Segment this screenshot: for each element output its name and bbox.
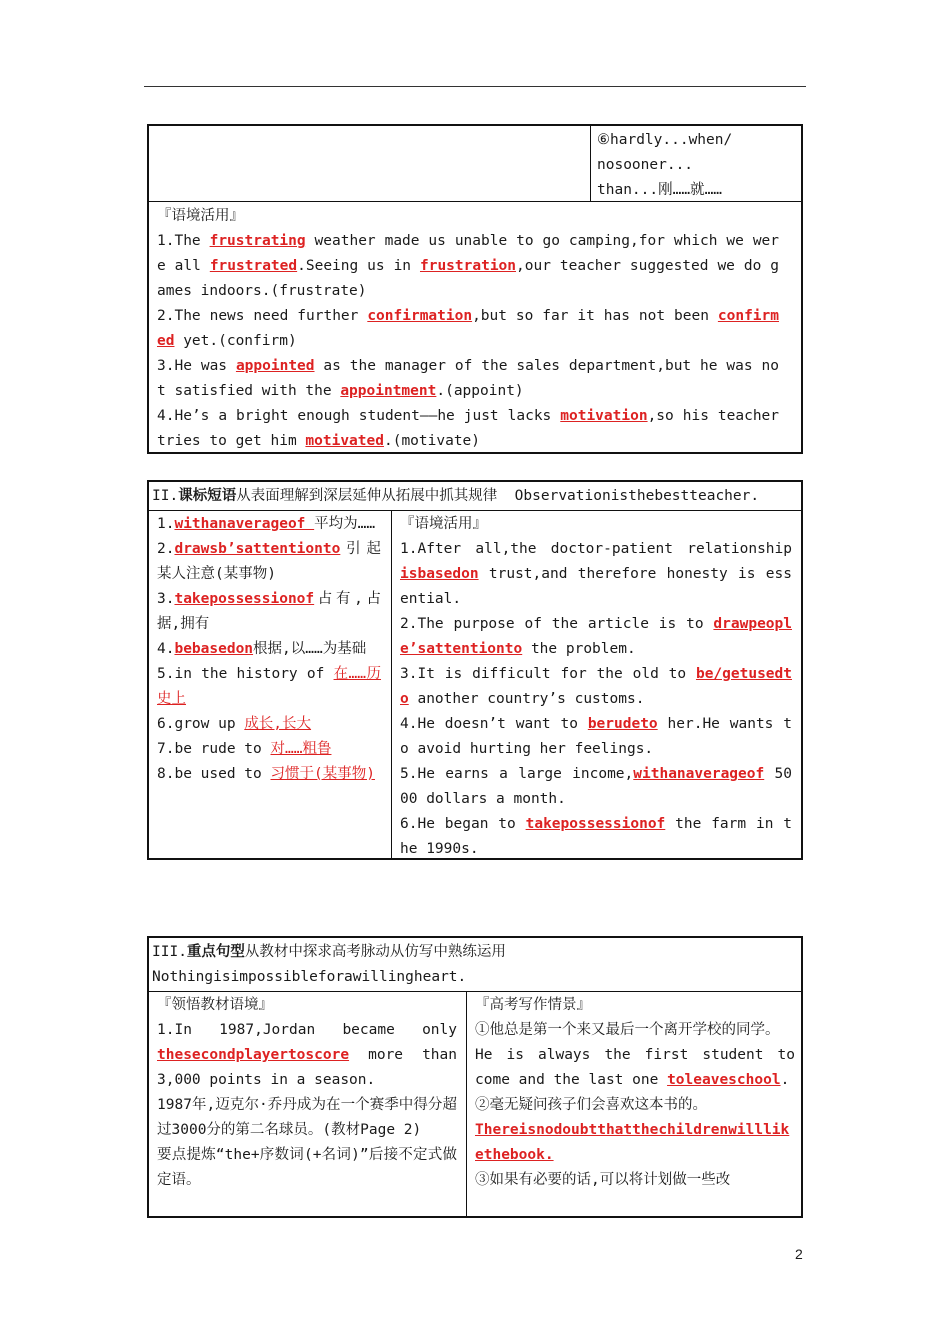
list-item: 1.After all,the doctor-patient relationship isbasedon trust,and therefore honesty is essential.: [400, 541, 792, 607]
list-item: 3.It is difficult for the old to be/getusedto another country’s customs.: [400, 666, 792, 707]
answer-blank: motivation: [560, 408, 648, 424]
answer-blank: frustrating: [209, 233, 306, 249]
answer-blank: frustrated: [209, 258, 298, 274]
list-item: 5.in the history of 在……历史上: [157, 666, 381, 707]
context-usage-title: 『语境活用』: [157, 208, 244, 224]
list-item: 6.He began to takepossessionof the farm in the 1990s.: [400, 816, 793, 857]
answer-blank: 习惯于(某事物): [270, 766, 375, 782]
list-item: 7.be rude to 对……粗鲁: [157, 741, 332, 757]
answer-blank: isbasedon: [400, 566, 479, 582]
answer-blank: 在……历史上: [157, 666, 381, 707]
context-usage-section: [157, 204, 779, 454]
writing-sentence: He is always the first student to come and the last one toleaveschool.: [475, 1047, 795, 1088]
list-item: 2.drawsb’sattentionto引起某人注意(某事物): [157, 541, 381, 582]
list-item: 2.The news need further confirmation,but so far it has not been confirmed yet.(confirm): [157, 308, 779, 349]
list-item: 2.The purpose of the article is to drawpeople’sattentionto the problem.: [400, 616, 792, 657]
answer-blank: confirmed: [157, 308, 779, 349]
answer-blank: 对……粗鲁: [270, 741, 332, 757]
answer-blank: takepossessionof: [525, 816, 666, 832]
list-item: 1.The frustrating weather made us unable to go camping,for which we were all frustrated.Seeing us in frustration,our teacher suggested we do games indoors.(frustrate): [157, 233, 780, 299]
writing-context-title: 『高考写作情景』: [475, 997, 591, 1013]
table-word-usage: [147, 124, 803, 454]
answer-blank: appointment: [340, 383, 437, 399]
header-rule: [144, 86, 806, 87]
table-phrases: [147, 480, 803, 860]
phrase-list: [157, 512, 381, 787]
answer-blank: frustration: [419, 258, 517, 274]
page-number: 2: [795, 1246, 803, 1262]
list-item: 4.He doesn’t want to berudeto her.He wants to avoid hurting her feelings.: [400, 716, 792, 757]
hardly-when-cell: ⑥hardly...when/ nosooner... than...刚……就……: [597, 132, 733, 198]
phrase-usage: [400, 512, 792, 862]
answer-blank: toleaveschool: [667, 1072, 781, 1088]
answer-blank: drawsb’sattentionto: [174, 541, 341, 557]
answer-blank: berudeto: [587, 716, 658, 732]
sentences-header: III.重点句型从教材中探求高考脉动从仿写中熟练运用 Nothingisimpossibleforawillingheart.: [152, 944, 506, 985]
phrases-header: II.课标短语从表面理解到深层延伸从拓展中抓其规律 Observationisthebestteacher.: [152, 488, 760, 504]
answer-blank: motivated: [305, 433, 384, 449]
answer-blank: Thereisnodoubtthatthechildrenwilllikethebook.: [475, 1122, 790, 1163]
answer-blank: appointed: [235, 358, 315, 374]
answer-blank: be/getusedto: [400, 666, 792, 707]
textbook-context: 『领悟教材语境』 1.In 1987,Jordan became only thesecondplayertoscore more than 3,000 points in a season. 1987年,迈克尔·乔丹成为在一个赛季中得分超过3000分的第二名球员。(教材Page 2) 要点提炼“the+序数词(+名词)”后接不定式做定语。: [157, 993, 457, 1193]
answer-blank: thesecondplayertoscore: [157, 1047, 350, 1063]
list-item: 4.He’s a bright enough student——he just lacks motivation,so his teacher tries to get him motivated.(motivate): [157, 408, 780, 449]
list-item: 8.be used to 习惯于(某事物): [157, 766, 375, 782]
list-item: 1.withanaverageof 平均为……: [157, 516, 376, 532]
answer-blank: bebasedon: [174, 641, 254, 657]
answer-blank: withanaverageof: [174, 516, 315, 532]
list-item: 5.He earns a large income,withanaverageof 5000 dollars a month.: [400, 766, 792, 807]
list-item: 6.grow up 成长,长大: [157, 716, 312, 732]
textbook-sentence: 1.In 1987,Jordan became only thesecondplayertoscore more than 3,000 points in a season.: [157, 1022, 457, 1088]
answer-blank: confirmation: [367, 308, 473, 324]
answer-blank: withanaverageof: [633, 766, 765, 782]
list-item: 4.bebasedon根据,以……为基础: [157, 641, 367, 657]
answer-blank: takepossessionof: [174, 591, 315, 607]
writing-context: 『高考写作情景』 ①他总是第一个来又最后一个离开学校的同学。 He is always the first student to come and the last one toleaveschool. ②毫无疑问孩子们会喜欢这本书的。 Thereisnodoubtthatthechildrenwilllikethebook. ③如果有必要的话,可以将计划做一些改: [475, 993, 795, 1193]
textbook-context-title: 『领悟教材语境』: [157, 997, 273, 1013]
list-item: 3.takepossessionof占有,占据,拥有: [157, 591, 381, 632]
table-key-sentences: [147, 936, 803, 1218]
list-item: 3.He was appointed as the manager of the sales department,but he was not satisfied with the appointment.(appoint): [157, 358, 779, 399]
answer-blank: drawpeople’sattentionto: [400, 616, 792, 657]
answer-blank: 成长,长大: [244, 716, 312, 732]
phrase-usage-title: 『语境活用』: [400, 516, 487, 532]
